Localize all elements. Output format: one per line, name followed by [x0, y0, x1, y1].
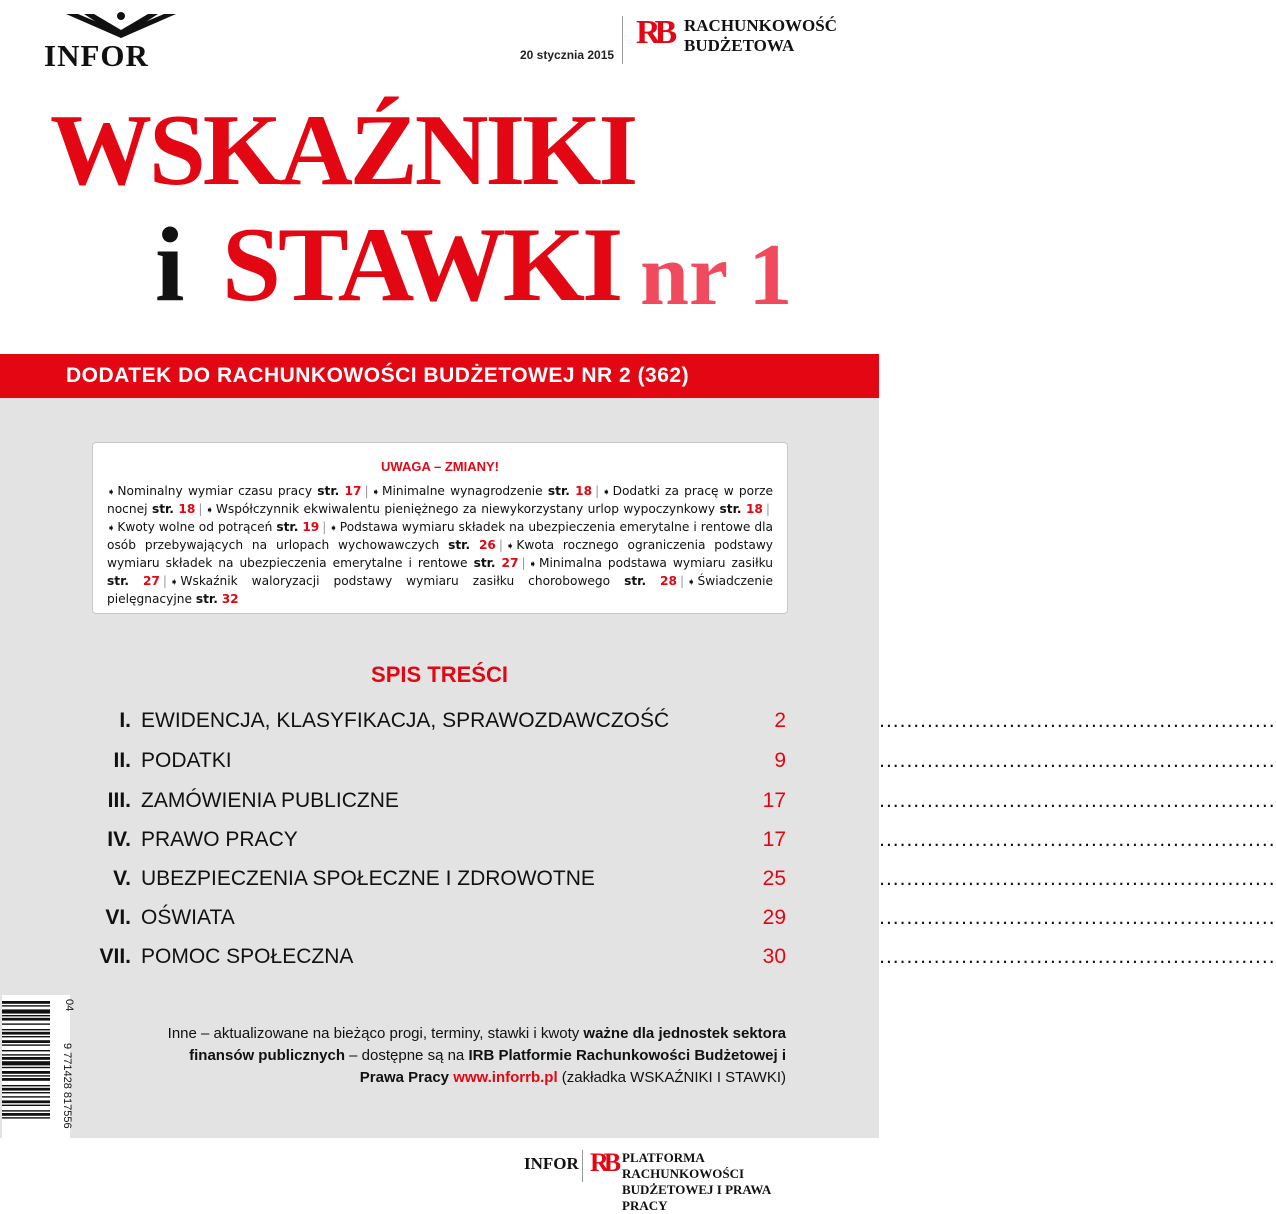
toc-entry-label	[141, 789, 739, 813]
arrow-bullet-icon: ➧	[687, 577, 696, 588]
notice-item-text: Nominalny wymiar czasu pracy	[117, 484, 313, 498]
barcode-bar	[2, 1078, 50, 1081]
notice-item-page: 19	[302, 520, 320, 534]
toc-entry[interactable]	[0, 749, 879, 785]
rb-logo-text	[684, 16, 837, 56]
toc-entry-number: II.	[113, 749, 131, 772]
notice-item-str-label: str.	[276, 520, 299, 534]
arrow-bullet-icon: ➧	[107, 487, 116, 498]
arrow-bullet-icon: ➧	[107, 523, 116, 534]
toc-entry-number: VII.	[99, 945, 131, 968]
barcode-bar	[2, 1015, 50, 1016]
barcode-bar	[2, 1032, 50, 1035]
barcode-bar	[2, 1061, 50, 1065]
barcode-bar	[2, 1044, 50, 1045]
notice-item-page: 18	[745, 502, 763, 516]
notice-item-text: Wskaźnik waloryzacji podstawy wymiaru zasiłku chorobowego	[180, 574, 611, 588]
notice-item-text: Minimalna podstawa wymiaru zasiłku	[539, 556, 773, 570]
notice-item-str-label: str.	[473, 556, 496, 570]
note-bold-2: IRB Platformie Rachunkowości Budżetowej i Prawa Pracy	[359, 1047, 786, 1086]
notice-item-str-label: str.	[448, 538, 471, 552]
barcode-bar	[2, 1071, 50, 1074]
issue-number: nr 1	[640, 227, 793, 324]
toc-entry-number: VI.	[105, 906, 131, 929]
barcode-bar	[2, 1040, 50, 1043]
toc-entry-page: 17	[762, 828, 786, 851]
barcode-bar	[2, 1050, 50, 1051]
arrow-bullet-icon: ➧	[371, 487, 380, 498]
toc-entry[interactable]	[0, 709, 879, 745]
changes-notice-box	[92, 442, 788, 614]
barcode-bar	[2, 1105, 50, 1106]
platform-link[interactable]: www.inforrb.pl	[453, 1069, 558, 1086]
toc-entry-label	[141, 906, 739, 930]
barcode-bar	[2, 1117, 50, 1118]
note-bold-1: ważne dla jednostek sektora finansów publicznych	[189, 1025, 786, 1064]
toc-entry-number: IV.	[107, 828, 131, 851]
toc-entry[interactable]	[0, 945, 879, 981]
notice-item-text: Świadczenie pielęgnacyjne	[107, 574, 774, 606]
rb-logo-line2: BUDŻETOWA	[684, 36, 795, 55]
changes-notice-title: UWAGA – ZMIANY!	[381, 459, 499, 474]
notice-item-text: Minimalne wynagrodzenie	[381, 484, 543, 498]
barcode-addon: 04	[63, 999, 75, 1012]
notice-separator: |	[765, 502, 771, 516]
toc-entry-label-text: UBEZPIECZENIA SPOŁECZNE I ZDROWOTNE	[141, 867, 599, 890]
platform-logo-mark: RB	[590, 1148, 617, 1177]
barcode-bar	[2, 1092, 50, 1093]
barcode-bar	[2, 1036, 50, 1037]
note-text-1: Inne – aktualizowane na bieżąco progi, terminy, stawki i kwoty	[167, 1025, 584, 1042]
arrow-bullet-icon: ➧	[506, 541, 515, 552]
issue-date: 20 stycznia 2015	[520, 48, 615, 62]
rachunkowosc-budzetowa-logo	[636, 16, 836, 66]
notice-item-str-label: str.	[624, 574, 647, 588]
toc-entry-label-text: PRAWO PRACY	[141, 828, 302, 851]
toc-entry-page: 30	[762, 945, 786, 968]
arrow-bullet-icon: ➧	[170, 577, 179, 588]
footer-infor-logo: INFOR	[524, 1154, 579, 1173]
barcode-bar	[2, 1001, 50, 1004]
notice-item-str-label: str.	[317, 484, 340, 498]
toc-entry-label-text: ZAMÓWIENIA PUBLICZNE	[141, 789, 403, 812]
notice-separator: |	[680, 574, 685, 588]
barcode-bar	[2, 1096, 50, 1097]
notice-item-str-label: str.	[107, 574, 129, 588]
barcode-bar	[2, 1100, 50, 1103]
note-text-2: – dostępne są na	[345, 1047, 469, 1064]
platform-logo-line1: PLATFORMA RACHUNKOWOŚCI	[622, 1150, 745, 1181]
barcode-bar	[2, 1023, 50, 1024]
arrow-bullet-icon: ➧	[205, 505, 214, 516]
title-conjunction: i	[155, 206, 185, 323]
notice-item-text: Podstawa wymiaru składek na ubezpieczenia emerytalne i rentowe dla osób przebywających na urlopach wychowawczych	[107, 520, 773, 552]
barcode-bar	[2, 1018, 50, 1021]
toc-entry-page: 25	[762, 867, 786, 890]
platform-logo-text	[622, 1150, 790, 1214]
barcode-bar	[2, 1005, 50, 1006]
toc-entry-label	[141, 749, 739, 773]
barcode	[2, 995, 75, 1185]
arrow-bullet-icon: ➧	[329, 523, 338, 534]
platform-logo-line2: BUDŻETOWEJ I PRAWA PRACY	[622, 1182, 771, 1213]
toc-entry-label-text: POMOC SPOŁECZNA	[141, 945, 357, 968]
toc-entry[interactable]	[0, 906, 879, 942]
toc-entry[interactable]	[0, 789, 879, 825]
rb-logo-line1: RACHUNKOWOŚĆ	[684, 16, 838, 35]
barcode-bar	[2, 1110, 50, 1111]
rb-logo-mark: RB	[636, 14, 672, 51]
toc-entry-label-text: EWIDENCJA, KLASYFIKACJA, SPRAWOZDAWCZOŚĆ	[141, 709, 673, 732]
footer-divider	[582, 1150, 583, 1182]
toc-entry[interactable]	[0, 867, 879, 903]
infor-logo	[36, 8, 201, 73]
toc-entry-label-text: OŚWIATA	[141, 906, 239, 929]
barcode-bar	[2, 1113, 50, 1116]
arrow-bullet-icon: ➧	[528, 559, 538, 570]
notice-item-text: Współczynnik ekwiwalentu pieniężnego za niewykorzystany urlop wypoczynkowy	[215, 502, 716, 516]
notice-item-str-label: str.	[719, 502, 742, 516]
toc-entry-page: 29	[762, 906, 786, 929]
barcode-bar	[2, 1029, 50, 1030]
toc-entry-number: III.	[107, 789, 131, 812]
infor-wings-icon	[56, 10, 186, 40]
notice-item-page: 18	[575, 484, 593, 498]
notice-separator: |	[521, 556, 526, 570]
note-text-4: (zakładka WSKAŹNIKI I STAWKI)	[557, 1069, 786, 1086]
notice-item-page: 17	[344, 484, 362, 498]
toc-entry-label	[141, 945, 739, 969]
notice-item-text: Kwota rocznego ograniczenia podstawy wymiaru składek na ubezpieczenia emerytalne i rentowe	[107, 538, 773, 570]
infor-logo-text: INFOR	[44, 38, 149, 73]
platform-note	[150, 1023, 786, 1089]
barcode-bar	[2, 1075, 50, 1076]
notice-item-page: 27	[501, 556, 519, 570]
title-line2: STAWKI	[222, 206, 621, 323]
toc-entry-page: 17	[762, 789, 786, 812]
barcode-bar	[2, 1085, 50, 1086]
toc-entry-label	[141, 828, 739, 852]
notice-item-page: 26	[478, 538, 496, 552]
barcode-bar	[2, 1009, 50, 1013]
notice-item-page: 18	[178, 502, 196, 516]
toc-title: SPIS TREŚCI	[371, 662, 508, 687]
toc-entry-page: 2	[774, 709, 786, 732]
notice-separator: |	[595, 484, 600, 498]
barcode-bar	[2, 1088, 50, 1091]
toc-entry-number: I.	[119, 709, 131, 732]
toc-entry-page: 9	[774, 749, 786, 772]
barcode-bar	[2, 1057, 50, 1060]
header-divider	[622, 16, 623, 64]
barcode-bar	[2, 1054, 50, 1055]
supplement-band	[0, 354, 879, 398]
notice-item-str-label: str.	[547, 484, 570, 498]
notice-separator: |	[322, 520, 327, 534]
notice-separator: |	[498, 538, 504, 552]
notice-item-page: 28	[660, 574, 678, 588]
barcode-bar	[2, 1067, 50, 1068]
notice-separator: |	[198, 502, 203, 516]
notice-separator: |	[162, 574, 168, 588]
notice-item-str-label: str.	[151, 502, 174, 516]
title-line1: WSKAŹNIKI	[50, 94, 636, 207]
barcode-digits: 9 771428 817556	[61, 1043, 73, 1129]
changes-notice-text	[107, 483, 773, 608]
toc-entry-number: V.	[113, 867, 131, 890]
notice-item-page: 27	[142, 574, 160, 588]
notice-separator: |	[364, 484, 369, 498]
notice-item-page: 32	[221, 592, 239, 606]
toc-entry-label	[141, 709, 739, 733]
supplement-band-text: DODATEK DO RACHUNKOWOŚCI BUDŻETOWEJ NR 2 (362)	[66, 364, 690, 387]
toc-entry[interactable]	[0, 828, 879, 864]
toc-entry-label-text: PODATKI	[141, 749, 236, 772]
arrow-bullet-icon: ➧	[602, 487, 611, 498]
toc-entry-label	[141, 867, 739, 891]
notice-item-text: Dodatki za pracę w porze nocnej	[107, 484, 774, 516]
notice-item-text: Kwoty wolne od potrąceń	[117, 520, 273, 534]
platform-logo	[590, 1148, 790, 1213]
notice-item-str-label: str.	[195, 592, 218, 606]
